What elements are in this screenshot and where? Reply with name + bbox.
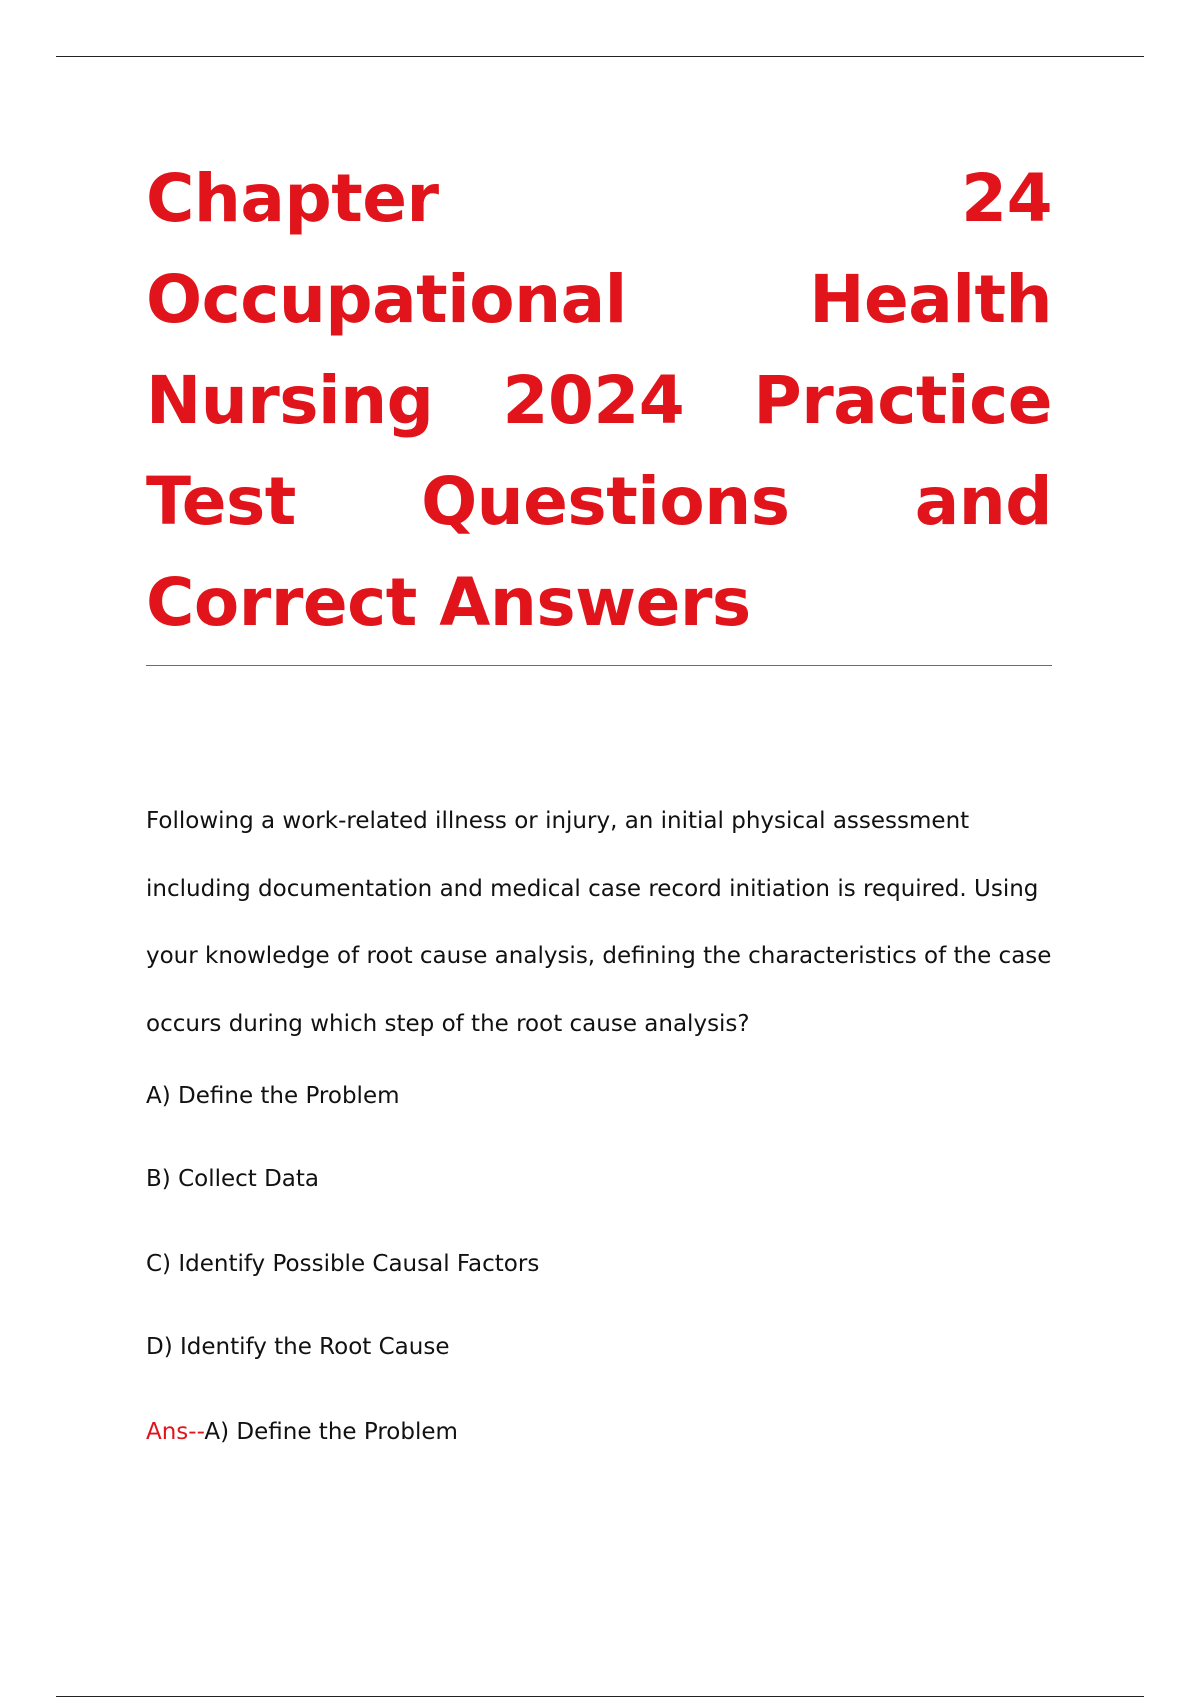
option-d: D) Identify the Root Cause (146, 1334, 450, 1360)
answer-text: A) Define the Problem (204, 1419, 458, 1445)
page-top-rule (56, 56, 1144, 57)
question-text: Following a work-related illness or injury, an initial physical assessment including documentation and medical case record initiation is required. Using your knowledge of root cause analysis, defining the characteristics of the case occurs during which step of the root cause analysis? (146, 808, 1052, 1037)
option-a: A) Define the Problem (146, 1083, 400, 1109)
option-b: B) Collect Data (146, 1166, 320, 1192)
title-divider (146, 665, 1052, 666)
page-bottom-rule (56, 1696, 1144, 1697)
document-title: Chapter 24 Occupational Health Nursing 2024 Practice Test Questions and Correct Answers (146, 160, 1052, 641)
answer-label: Ans-- (146, 1419, 205, 1445)
answer-line (146, 1417, 458, 1447)
option-c: C) Identify Possible Causal Factors (146, 1251, 540, 1277)
